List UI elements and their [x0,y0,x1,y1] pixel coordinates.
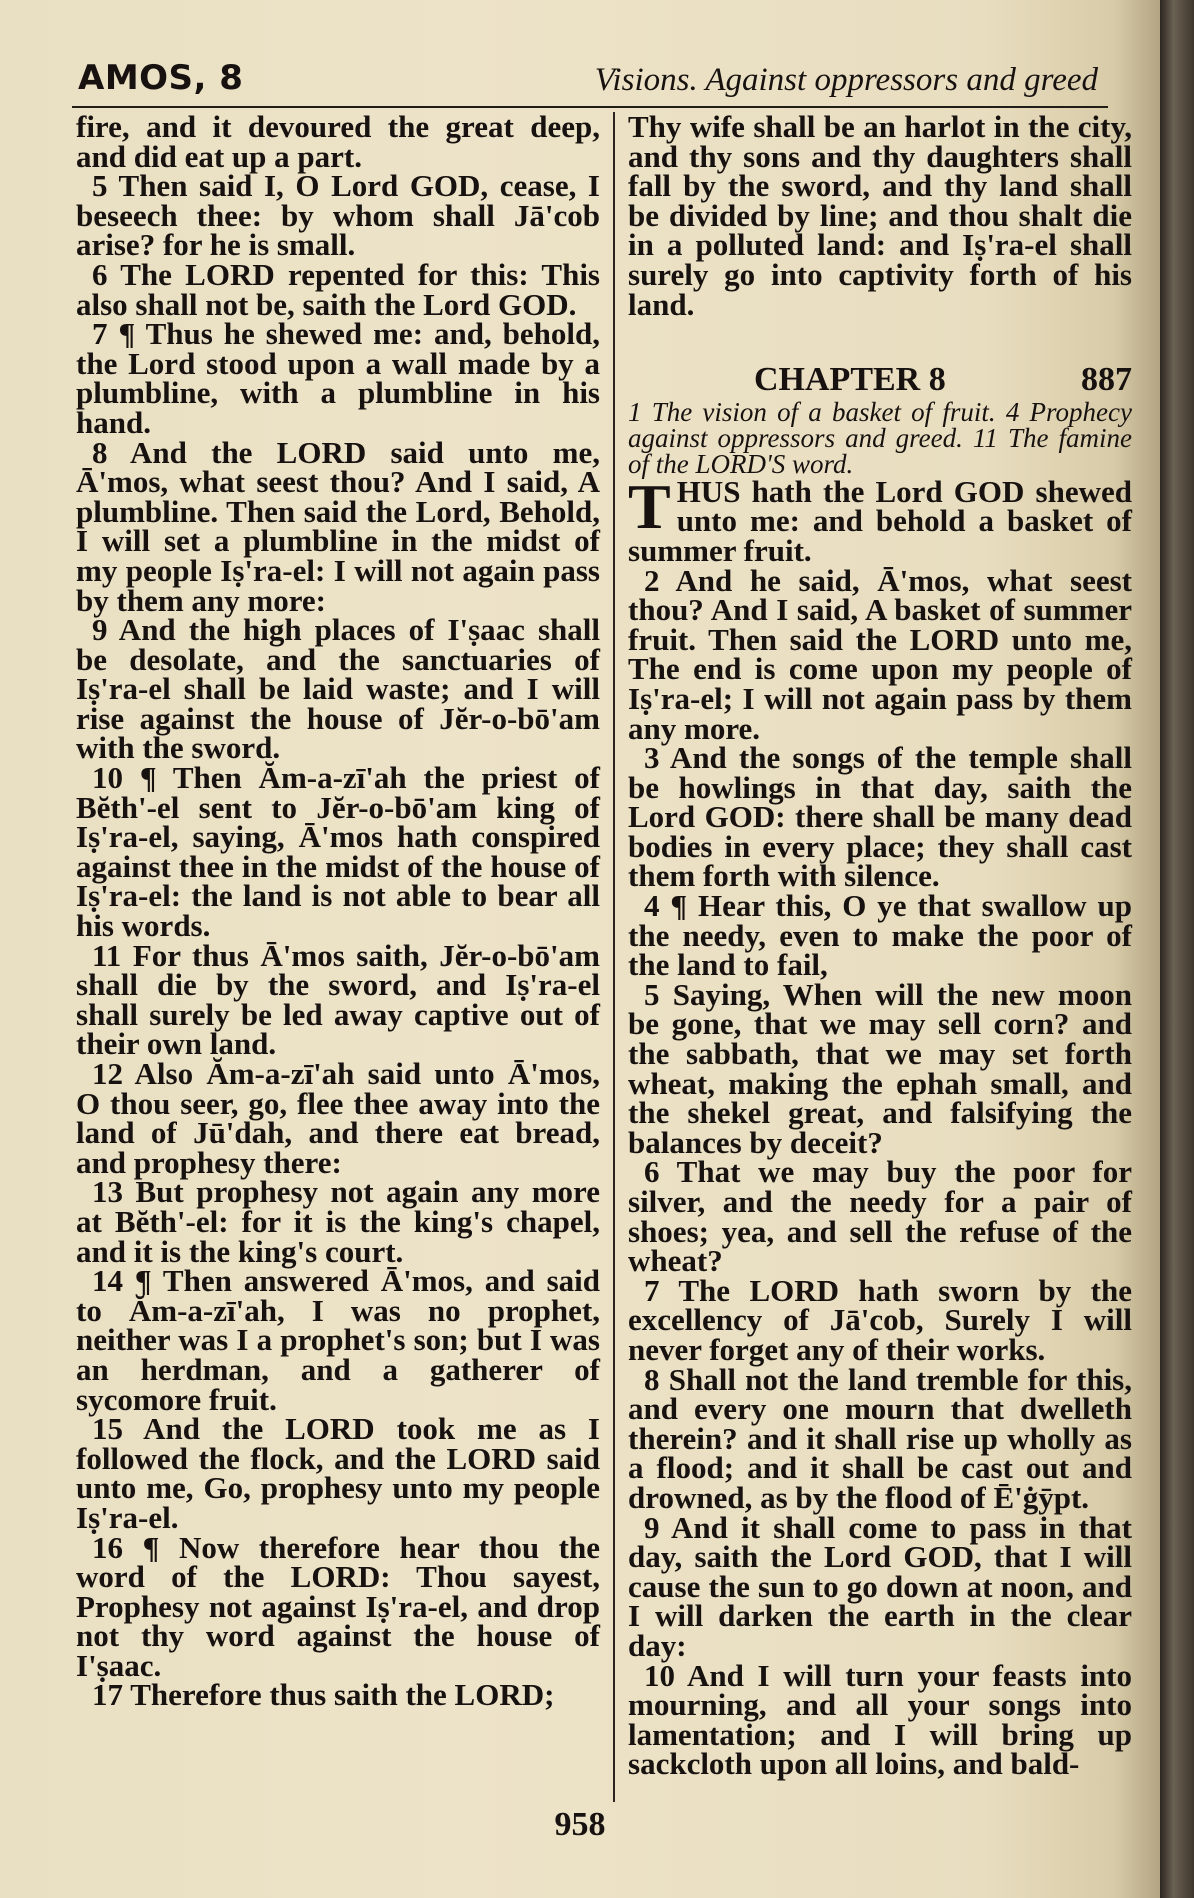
chapter-heading [628,361,1132,399]
verse: 9 And it shall come to pass in that day, saith the Lord GOD, that I will cause the sun to go down at noon, and I will darken the earth in the clear day: [628,1509,1132,1663]
drop-cap: T [628,470,671,542]
verse: 12 Also Ăm-a-zī'ah said unto Ā'mos, O thou seer, go, flee thee away into the land of Jū'dah, and there eat bread, and prophesy there: [76,1056,600,1180]
verse-1 [628,470,1132,568]
book-chapter-heading: AMOS, 8 [78,58,244,98]
verse: 9 And the high places of I'ṣaac shall be desolate, and the sanctuaries of Iṣ'ra-el shall be laid waste; and I will rise against the house of Jĕr-o-bō'am with the sword. [76,612,600,766]
verse: 16 ¶ Now therefore hear thou the word of the LORD: Thou sayest, Prophesy not against Iṣ'ra-el, and drop not thy word against the house of I'ṣaac. [76,1529,600,1683]
page-number: 958 [554,1806,606,1843]
verse: 8 And the LORD said unto me, Ā'mos, what seest thou? And I said, A plumbline. Then said the Lord, Behold, I will set a plumbline in the midst of my people Iṣ'ra-el: I will not again pass by them any more: [76,434,600,618]
verse: 6 The LORD repented for this: This also shall not be, saith the Lord GOD. [76,256,600,322]
verse: 14 ¶ Then answered Ā'mos, and said to Ăm-a-zī'ah, I was no prophet, neither was I a prophet's son; but I was an herdman, and a gatherer of sycomore fruit. [76,1263,600,1417]
verse: 8 Shall not the land tremble for this, and every one mourn that dwelleth therein? and it shall rise up wholly as a flood; and it shall be cast out and drowned, as by the flood of Ē'ġȳpt. [628,1361,1132,1515]
verse: 11 For thus Ā'mos saith, Jĕr-o-bō'am shall die by the sword, and Iṣ'ra-el shall surely be led away captive out of their own land. [76,937,600,1062]
verse: 13 But prophesy not again any more at Bĕth'-el: for it is the king's chapel, and it is the king's court. [76,1174,600,1269]
verse: Thy wife shall be an harlot in the city, and thy sons and thy daughters shall fall by the sword, and thy land shall be divided by line; and thou shalt die in a polluted land: and Iṣ'ra-el shall surely go into captivity forth of his land. [628,109,1132,322]
verse: 17 Therefore thus saith the LORD; [92,1677,555,1713]
chapter-ref: 887 [1081,361,1132,399]
verse: fire, and it devoured the great deep, and did eat up a part. [76,109,600,174]
left-column [76,109,600,1713]
verse: 7 ¶ Thus he shewed me: and, behold, the Lord stood upon a wall made by a plumbline, with a plumbline in his hand. [76,316,600,440]
verse: 7 The LORD hath sworn by the excellency of Jā'cob, Surely I will never forget any of their works. [628,1272,1132,1367]
verse: 6 That we may buy the poor for silver, and the needy for a pair of shoes; yea, and sell the refuse of the wheat? [628,1154,1132,1279]
verse: 2 And he said, Ā'mos, what seest thou? And I said, A basket of summer fruit. Then said the LORD unto me, The end is come upon my people of Iṣ'ra-el; I will not again pass by them any more. [628,562,1132,746]
header-rule [72,106,1108,108]
column-divider [613,112,615,1802]
running-header [78,58,1098,110]
chapter-summary: 1 The vision of a basket of fruit. 4 Prophecy against oppressors and greed. 11 The famine of the LORD'S word. [628,396,1132,479]
book-spine-shadow [1160,0,1194,1898]
verse: 5 Then said I, O Lord GOD, cease, I beseech thee: by whom shall Jā'cob arise? for he is small. [76,168,600,263]
verse: 15 And the LORD took me as I followed the flock, and the LORD said unto me, Go, prophesy unto my people Iṣ'ra-el. [76,1411,600,1535]
verse: 10 ¶ Then Ăm-a-zī'ah the priest of Bĕth'-el sent to Jĕr-o-bō'am king of Iṣ'ra-el, saying, Ā'mos hath conspired against thee in the midst of the house of Iṣ'ra-el: the land is not able to bear all his words. [76,760,600,944]
chapter-title: CHAPTER 8 [754,361,946,399]
verse: 5 Saying, When will the new moon be gone, that we may sell corn? and the sabbath, that we may set forth wheat, making the ephah small, and the shekel great, and falsifying the balances by deceit? [628,976,1132,1160]
right-column [628,109,1132,1782]
verse-1-text: HUS hath the Lord GOD shewed unto me: and behold a basket of summer fruit. [628,473,1132,568]
verse: 3 And the songs of the temple shall be howlings in that day, saith the Lord GOD: there shall be many dead bodies in every place; they shall cast them forth with silence. [628,740,1132,894]
verse: 4 ¶ Hear this, O ye that swallow up the needy, even to make the poor of the land to fail, [628,888,1132,983]
verse: 10 And I will turn your feasts into mourning, and all your songs into lamentation; and I will bring up sackcloth upon all loins, and bald- [628,1657,1132,1782]
topic-heading: Visions. Against oppressors and greed [594,62,1098,98]
